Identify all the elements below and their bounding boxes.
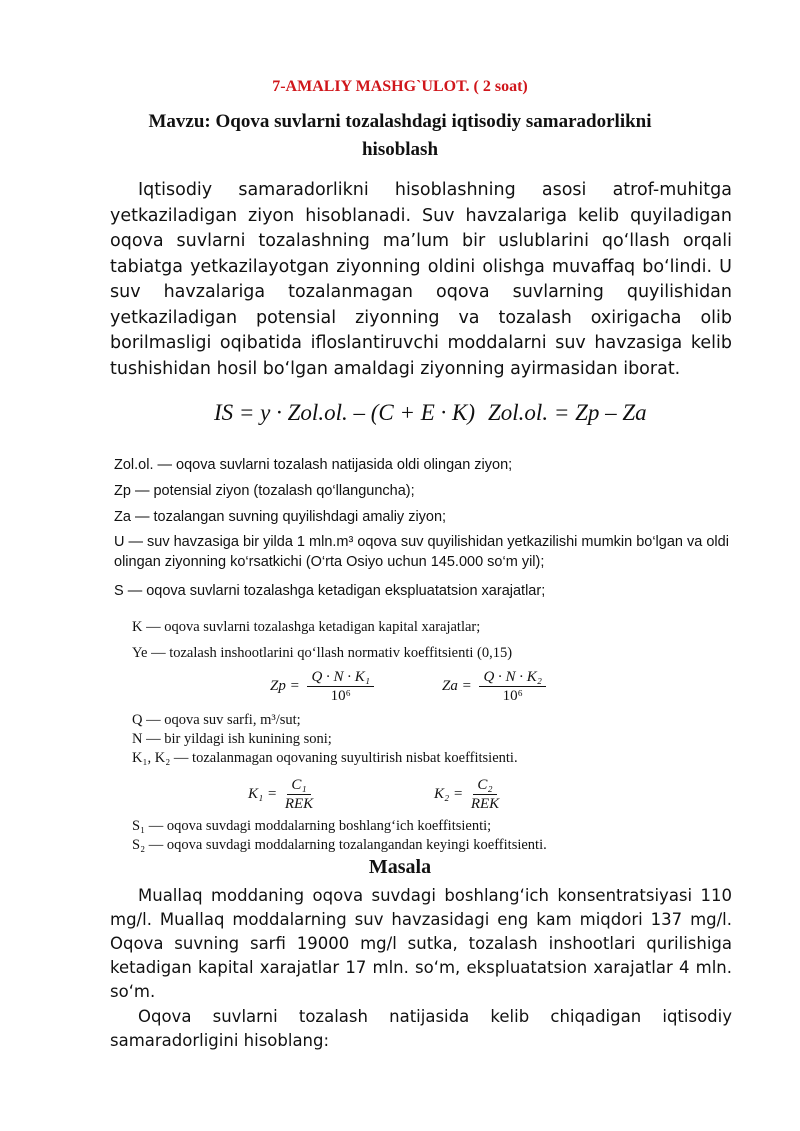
formula-numerator: C₁ [287, 776, 310, 795]
dilution-coefficient-k2-formula [434, 776, 503, 813]
formula-lhs: Zp = [270, 677, 300, 694]
definition-item: K — oqova suvlarni tozalashga ketadigan kapital xarajatlar; [132, 619, 481, 635]
definition-item: K₁, K₂ — tozalanmagan oqovaning suyultirish nisbat koeffitsienti. [132, 750, 518, 766]
actual-damage-formula [442, 668, 550, 705]
intro-paragraph [110, 178, 732, 382]
definition-item: Za — tozalangan suvning quyilishdagi amaliy ziyon; [114, 509, 447, 525]
task-paragraph [110, 1005, 732, 1053]
formula-denominator: REK [284, 796, 314, 812]
formula-fraction [471, 776, 499, 813]
definition-item: U — suv havzasiga bir yilda 1 mln.m³ oqova suv quyilishidan yetkazilishi mumkin bo‘lgan va oldi olingan ziyonning ko‘rsatkichi (O‘rta Osiyo uchun 145.000 so‘m yil); [114, 534, 729, 570]
formula-denominator: 10⁶ [330, 688, 351, 704]
definition-item: S — oqova suvlarni tozalashga ketadigan ekspluatatsion xarajatlar; [114, 583, 546, 599]
formula-lhs: K₁ = [248, 785, 278, 802]
definitions-block-c [132, 711, 732, 768]
intro-text: Iqtisodiy samaradorlikni hisoblashning asosi atrof-muhitga yetkaziladigan ziyon hisoblanadi. Suv havzalariga kelib quyiladigan oqova suvlarni tozalashning ma’lum bir uslublarini qo‘llash orqali tabiatga yetkazilayotgan ziyonning oldini olishga muvaffaq bo‘lindi. U suv havzalariga tozalanmagan oqova suvlarning quyilishidan yetkaziladigan potensial ziyonning va tozalash oxirigacha olib borilmasligi oqibatida ifloslantiruvchi moddalarni suv havzasiga kelib tushishidan hosil bo‘lgan amaldagi ziyonning ayirmasidan iborat. [110, 180, 732, 379]
definitions-block-b [132, 614, 732, 666]
lesson-topic: Mavzu: Oqova suvlarni tozalashdagi iqtisodiy samaradorlikni hisoblash [148, 111, 652, 160]
definition-item: Zol.ol. — oqova suvlarni tozalash natijasida oldi olingan ziyon; [114, 457, 513, 473]
formula-denominator: 10⁶ [502, 688, 523, 704]
definitions-block-d [132, 817, 732, 855]
dilution-coefficient-k1-formula [248, 776, 317, 813]
formula-lhs: K₂ = [434, 785, 464, 802]
formula-fraction [285, 776, 313, 813]
definition-item: N — bir yildagi ish kunining soni; [132, 731, 332, 747]
potential-damage-formula [270, 668, 378, 705]
definition-item: S₂ — oqova suvdagi moddalarning tozalangandan keyingi koeffitsienti. [132, 837, 547, 853]
definition-item: Q — oqova suv sarfi, m³/sut; [132, 712, 301, 728]
problem-paragraph [110, 884, 732, 1004]
definition-item: Ye — tozalash inshootlarini qo‘llash normativ koeffitsienti (0,15) [132, 645, 513, 661]
definitions-block-a [114, 452, 744, 604]
lesson-title: 7-AMALIY MASHG`ULOT. ( 2 soat) [272, 78, 528, 95]
formula-numerator: Q · N · K₁ [307, 668, 374, 687]
formula-lhs: Za = [442, 677, 472, 694]
formula-fraction [479, 668, 546, 705]
formula-numerator: C₂ [473, 776, 496, 795]
prevented-damage-formula: Zol.ol. = Zp – Za [488, 400, 647, 425]
formula-numerator: Q · N · K₂ [479, 668, 546, 687]
formula-fraction [307, 668, 374, 705]
formula-denominator: REK [470, 796, 500, 812]
problem-text: Muallaq moddaning oqova suvdagi boshlang‘ich konsentratsiyasi 110 mg/l. Muallaq moddalarning suv havzasidagi eng kam miqdori 137 mg/l. Oqova suvning sarfi 19000 mg/l sutka, tozalash inshootlari qurilishiga ketadigan kapital xarajatlar 17 mln. so‘m, ekspluatatsion xarajatlar 4 mln. so‘m. [110, 886, 732, 1001]
problem-heading: Masala [368, 856, 432, 878]
economic-effect-formula: IS = y · Zol.ol. – (C + E · K) [214, 400, 476, 425]
definition-item: Zp — potensial ziyon (tozalash qo‘llanguncha); [114, 483, 415, 499]
task-text: Oqova suvlarni tozalash natijasida kelib chiqadigan iqtisodiy samaradorligini hisoblang: [110, 1007, 732, 1050]
definition-item: S₁ — oqova suvdagi moddalarning boshlang‘ich koeffitsienti; [132, 818, 492, 834]
